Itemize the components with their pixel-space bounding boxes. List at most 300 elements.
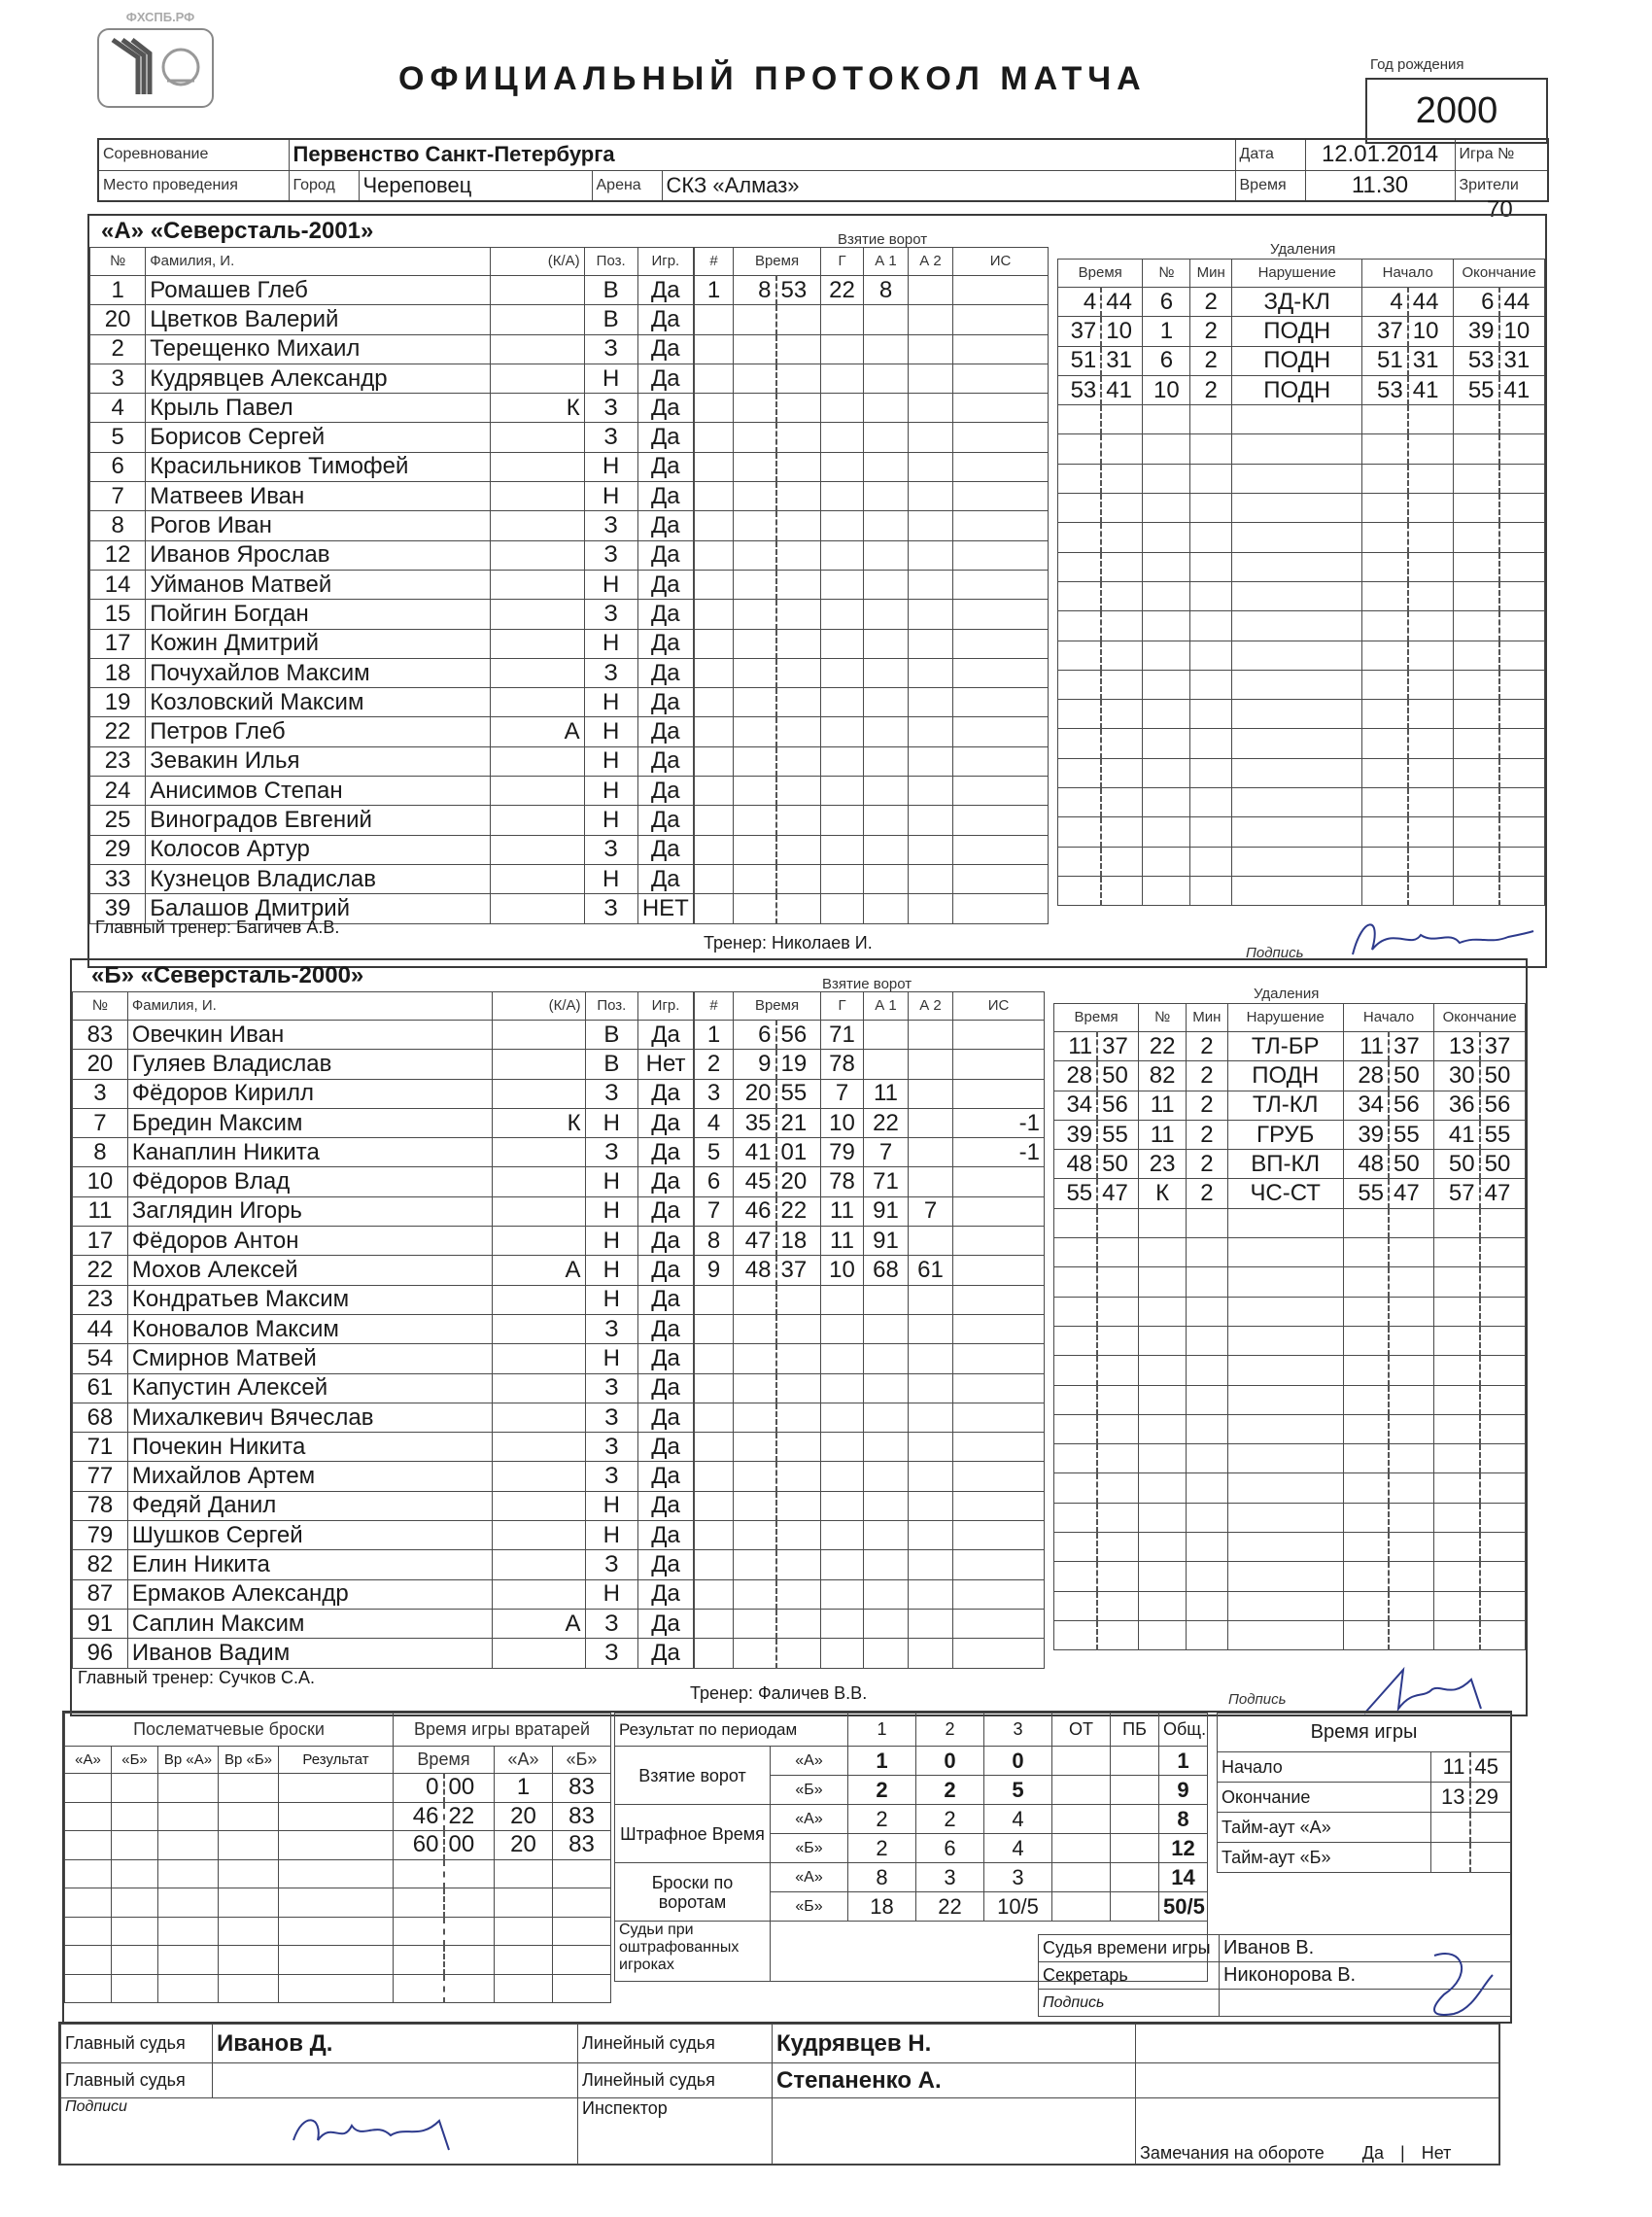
goal-row — [695, 1227, 1045, 1256]
goal-row — [695, 1167, 1045, 1196]
goal-minute — [734, 835, 776, 864]
penalty-minutes — [1190, 434, 1232, 464]
penalty-end-second: 50 — [1480, 1061, 1526, 1091]
goal-second — [776, 1550, 821, 1579]
player-number: 68 — [73, 1403, 128, 1432]
period-p2: 22 — [916, 1892, 984, 1922]
shootout-cell — [112, 1859, 158, 1888]
player-name: Анисимов Степан — [146, 777, 491, 806]
period-p3: 4 — [984, 1834, 1052, 1863]
game-time-label: Тайм-аут «А» — [1218, 1813, 1431, 1843]
player-number: 24 — [90, 777, 146, 806]
penalty-minutes — [1190, 670, 1232, 699]
player-number: 96 — [73, 1639, 128, 1668]
penalty-minute — [1058, 670, 1102, 699]
player-number: 12 — [90, 540, 146, 570]
goal-index — [695, 364, 734, 393]
goal-index: 8 — [695, 1227, 734, 1256]
goal-strength — [953, 894, 1049, 923]
goal-assist-1 — [864, 717, 909, 746]
period-total: 50/5 — [1159, 1892, 1208, 1922]
player-captain-mark — [493, 1462, 586, 1491]
goal-assist-2 — [909, 746, 953, 776]
penalty-end-minute: 55 — [1454, 375, 1499, 404]
penalty-start-minute — [1343, 1297, 1389, 1326]
penalty-minute — [1054, 1297, 1098, 1326]
game-time-row — [1218, 1752, 1511, 1783]
goalie-second — [444, 1888, 495, 1918]
col-pen-time: Время — [1058, 260, 1143, 288]
match-info-table — [97, 138, 1549, 202]
goal-index — [695, 423, 734, 452]
game-time-table — [1217, 1713, 1511, 1873]
period-p3: 10/5 — [984, 1892, 1052, 1922]
period-pb — [1111, 1892, 1159, 1922]
goal-assist-2 — [909, 658, 953, 687]
goal-index — [695, 777, 734, 806]
player-number: 79 — [73, 1521, 128, 1550]
goal-second: 19 — [776, 1050, 821, 1079]
penalty-minute — [1058, 817, 1102, 847]
player-name: Михайлов Артем — [127, 1462, 492, 1491]
penalty-row — [1054, 1562, 1526, 1591]
goal-minute — [734, 894, 776, 923]
penalty-row — [1058, 346, 1545, 375]
penalty-infraction — [1232, 876, 1362, 905]
goal-assist-1 — [864, 1639, 909, 1668]
penalty-start-minute — [1362, 729, 1408, 758]
penalty-end-minute — [1454, 552, 1499, 581]
goal-minute — [734, 482, 776, 511]
penalty-end-minute — [1454, 670, 1499, 699]
player-captain-mark — [493, 1196, 586, 1226]
goal-row — [695, 1433, 1045, 1462]
penalty-minutes — [1190, 729, 1232, 758]
shootout-cell — [219, 1946, 279, 1975]
player-name: Фёдоров Влад — [127, 1167, 492, 1196]
player-played: Да — [638, 1227, 694, 1256]
player-played: Да — [637, 864, 693, 893]
player-captain-mark — [493, 1639, 586, 1668]
penalty-start-minute — [1362, 552, 1408, 581]
goal-minute — [734, 1521, 776, 1550]
penalty-end-minute — [1454, 758, 1499, 787]
penalty-minute: 11 — [1054, 1032, 1098, 1061]
goal-assist-2 — [909, 1491, 953, 1520]
player-position: З — [585, 1373, 638, 1403]
player-row — [73, 1285, 694, 1314]
player-number: 39 — [90, 894, 146, 923]
player-position: В — [584, 305, 637, 334]
goal-assist-1: 68 — [864, 1256, 909, 1285]
penalty-row — [1054, 1208, 1526, 1237]
goal-assist-2 — [909, 1285, 953, 1314]
col-name: Фамилия, И. — [146, 248, 491, 276]
penalty-minute: 34 — [1054, 1091, 1098, 1120]
goalie-title: Время игры вратарей — [394, 1714, 611, 1747]
goal-strength — [953, 1256, 1045, 1285]
penalty-end-minute — [1434, 1620, 1480, 1649]
shootout-cell — [279, 1974, 394, 2003]
goal-minute — [734, 777, 776, 806]
goal-index — [695, 1550, 734, 1579]
goal-strength — [953, 629, 1049, 658]
goal-assist-2 — [909, 305, 953, 334]
penalty-infraction: ГРУБ — [1227, 1120, 1343, 1149]
goal-scorer — [821, 864, 864, 893]
shootout-table — [64, 1713, 394, 2003]
goal-index — [695, 1433, 734, 1462]
penalty-start-second — [1408, 611, 1454, 641]
penalty-infraction: ЧС-СТ — [1227, 1179, 1343, 1208]
game-time-minute — [1431, 1813, 1470, 1843]
goal-index — [695, 1521, 734, 1550]
goal-second: 55 — [776, 1079, 821, 1108]
team-b-penalties-table — [1053, 1003, 1526, 1650]
goal-assist-1 — [864, 452, 909, 481]
team-a-goals-title: Взятие ворот — [838, 231, 928, 248]
penalty-player — [1143, 494, 1190, 523]
player-played: Да — [638, 1138, 694, 1167]
penalty-minute: 4 — [1058, 288, 1102, 317]
period-p3: 3 — [984, 1863, 1052, 1892]
penalty-second — [1101, 670, 1143, 699]
penalty-minutes: 2 — [1187, 1091, 1228, 1120]
player-number: 2 — [90, 334, 146, 364]
goal-row — [695, 364, 1049, 393]
penalty-minutes — [1187, 1356, 1228, 1385]
goal-strength — [953, 1079, 1045, 1108]
goal-row — [695, 1403, 1045, 1432]
goalie-row — [394, 1946, 611, 1975]
penalty-second — [1097, 1444, 1139, 1473]
goal-row — [695, 570, 1049, 599]
goal-minute — [734, 1462, 776, 1491]
period-col: 1 — [848, 1714, 916, 1747]
col-pen-end: Окончание — [1434, 1004, 1526, 1032]
player-number: 20 — [90, 305, 146, 334]
shootout-cell — [65, 1774, 112, 1803]
player-name: Кудрявцев Александр — [146, 364, 491, 393]
game-time-second: 29 — [1470, 1783, 1511, 1813]
period-p2: 6 — [916, 1834, 984, 1863]
penalty-second — [1101, 464, 1143, 493]
col-goal-idx: # — [695, 248, 734, 276]
goal-assist-2: 7 — [909, 1196, 953, 1226]
penalty-start-minute — [1343, 1591, 1389, 1620]
shootout-cell — [279, 1831, 394, 1860]
time-label: Время — [1235, 170, 1305, 201]
goal-index — [695, 1314, 734, 1343]
player-played: Да — [638, 1462, 694, 1491]
penalty-end-minute: 57 — [1434, 1179, 1480, 1208]
penalty-infraction: ТЛ-КЛ — [1227, 1091, 1343, 1120]
goal-assist-1 — [864, 1433, 909, 1462]
player-played: Да — [638, 1579, 694, 1609]
player-name: Балашов Дмитрий — [146, 894, 491, 923]
secretary-label: Секретарь — [1039, 1962, 1220, 1990]
penalty-end-second — [1480, 1444, 1526, 1473]
penalty-second — [1101, 729, 1143, 758]
player-row — [73, 1079, 694, 1108]
penalty-player — [1143, 641, 1190, 670]
penalty-row — [1054, 1503, 1526, 1532]
venue-label: Место проведения — [98, 170, 289, 201]
goal-row — [695, 1285, 1045, 1314]
player-played: Да — [638, 1550, 694, 1579]
birth-year-label: Год рождения — [1370, 56, 1464, 73]
shootout-cell — [219, 1917, 279, 1946]
player-row — [90, 540, 694, 570]
player-captain-mark — [493, 1227, 586, 1256]
goal-row — [695, 1550, 1045, 1579]
goal-second — [776, 511, 821, 540]
goal-strength — [953, 1227, 1045, 1256]
goal-strength — [953, 746, 1049, 776]
city-value: Череповец — [359, 170, 592, 201]
penalty-row — [1058, 552, 1545, 581]
penalty-start-minute — [1362, 434, 1408, 464]
shootout-cell — [279, 1859, 394, 1888]
goal-assist-1 — [864, 364, 909, 393]
penalty-end-minute — [1454, 434, 1499, 464]
player-played: Да — [638, 1373, 694, 1403]
penalty-start-minute: 28 — [1343, 1061, 1389, 1091]
goal-scorer — [821, 1462, 864, 1491]
shootout-cell — [279, 1917, 394, 1946]
penalty-second — [1097, 1591, 1139, 1620]
player-played: Да — [637, 305, 693, 334]
goal-assist-2 — [909, 1167, 953, 1196]
penalty-minutes — [1187, 1297, 1228, 1326]
shootout-cell — [219, 1859, 279, 1888]
goalie-b — [553, 1859, 611, 1888]
game-time-second — [1470, 1843, 1511, 1873]
goal-row — [695, 1579, 1045, 1609]
team-b-title: «Б» «Северсталь-2000» — [91, 962, 364, 988]
goal-scorer — [821, 717, 864, 746]
penalty-end-minute — [1454, 729, 1499, 758]
penalty-start-minute: 48 — [1343, 1150, 1389, 1179]
goalie-second — [444, 1859, 495, 1888]
player-number: 25 — [90, 806, 146, 835]
penalty-end-second — [1499, 523, 1545, 552]
penalty-second — [1097, 1562, 1139, 1591]
player-played: Да — [638, 1609, 694, 1638]
goal-second — [776, 1462, 821, 1491]
goal-second — [776, 1285, 821, 1314]
goal-assist-1 — [864, 394, 909, 423]
goal-scorer — [821, 482, 864, 511]
goal-scorer — [821, 394, 864, 423]
inspector-value — [773, 2098, 1136, 2165]
period-ot — [1052, 1863, 1111, 1892]
player-number: 77 — [73, 1462, 128, 1491]
period-pb — [1111, 1776, 1159, 1805]
penalty-start-minute — [1362, 581, 1408, 610]
goalie-minute: 46 — [394, 1802, 444, 1831]
penalty-end-minute: 6 — [1454, 288, 1499, 317]
penalty-infraction — [1232, 700, 1362, 729]
penalty-start-second: 44 — [1408, 288, 1454, 317]
player-row — [73, 1609, 694, 1638]
penalty-end-minute — [1454, 611, 1499, 641]
goal-assist-1 — [864, 1314, 909, 1343]
penalty-start-minute — [1343, 1356, 1389, 1385]
player-number: 8 — [73, 1138, 128, 1167]
goal-second — [776, 1433, 821, 1462]
goal-strength — [953, 1344, 1045, 1373]
goal-assist-1: 91 — [864, 1196, 909, 1226]
goal-second — [776, 423, 821, 452]
shootout-cell — [158, 1802, 219, 1831]
player-position: Н — [584, 364, 637, 393]
shootout-col: Результат — [279, 1747, 394, 1774]
penalty-end-second — [1480, 1238, 1526, 1267]
game-time-row — [1218, 1843, 1511, 1873]
shootout-cell — [112, 1888, 158, 1918]
player-name: Гуляев Владислав — [127, 1050, 492, 1079]
penalty-player: 1 — [1143, 317, 1190, 346]
player-played: Да — [637, 688, 693, 717]
player-captain-mark: А — [493, 1609, 586, 1638]
penalty-second: 41 — [1101, 375, 1143, 404]
penalty-start-second — [1408, 876, 1454, 905]
player-played: Да — [638, 1433, 694, 1462]
goal-assist-1 — [864, 1050, 909, 1079]
penalty-player: 10 — [1143, 375, 1190, 404]
time-value: 11.30 — [1305, 170, 1455, 201]
goal-strength — [953, 1021, 1045, 1050]
period-p1: 1 — [848, 1747, 916, 1776]
player-row — [73, 1167, 694, 1196]
goal-index — [695, 540, 734, 570]
goal-second — [776, 1491, 821, 1520]
goal-strength — [953, 1550, 1045, 1579]
player-position: Н — [585, 1196, 638, 1226]
player-played: Да — [637, 394, 693, 423]
game-time-minute: 11 — [1431, 1752, 1470, 1783]
goal-minute — [734, 1639, 776, 1668]
period-ot — [1052, 1834, 1111, 1863]
team-a-penalties-title: Удаления — [1270, 241, 1336, 258]
goal-assist-1 — [864, 658, 909, 687]
player-name: Овечкин Иван — [127, 1021, 492, 1050]
player-position: З — [584, 600, 637, 629]
penalty-minutes — [1190, 788, 1232, 817]
player-played: Да — [637, 334, 693, 364]
goal-index: 4 — [695, 1108, 734, 1137]
player-captain-mark — [493, 1403, 586, 1432]
period-total: 12 — [1159, 1834, 1208, 1863]
period-ot — [1052, 1776, 1111, 1805]
arena-value: СКЗ «Алмаз» — [662, 170, 1235, 201]
player-captain-mark — [493, 1050, 586, 1079]
penalty-second: 47 — [1097, 1179, 1139, 1208]
goal-row — [695, 894, 1049, 923]
goalie-row — [394, 1974, 611, 2003]
chief-referee-label-1: Главный судья — [61, 2025, 213, 2063]
penalty-infraction — [1227, 1208, 1343, 1237]
penalty-start-minute — [1362, 758, 1408, 787]
goalie-b: 83 — [553, 1802, 611, 1831]
col-name: Фамилия, И. — [127, 992, 492, 1021]
col-pen-num: № — [1143, 260, 1190, 288]
goal-assist-1 — [864, 746, 909, 776]
penalty-start-minute — [1362, 464, 1408, 493]
goal-row — [695, 305, 1049, 334]
goal-assist-1 — [864, 864, 909, 893]
penalty-second — [1101, 552, 1143, 581]
penalty-end-minute: 39 — [1454, 317, 1499, 346]
goal-scorer: 71 — [821, 1021, 864, 1050]
penalty-row — [1058, 641, 1545, 670]
penalty-second: 50 — [1097, 1150, 1139, 1179]
player-position: Н — [584, 629, 637, 658]
player-number: 83 — [73, 1021, 128, 1050]
player-captain-mark — [491, 806, 584, 835]
penalty-infraction — [1227, 1356, 1343, 1385]
penalty-second: 56 — [1097, 1091, 1139, 1120]
goal-row — [695, 864, 1049, 893]
penalty-second — [1097, 1414, 1139, 1443]
penalty-end-second — [1499, 847, 1545, 876]
penalty-end-minute — [1434, 1297, 1480, 1326]
player-captain-mark: А — [491, 717, 584, 746]
penalty-second: 37 — [1097, 1032, 1139, 1061]
goal-assist-2 — [909, 835, 953, 864]
goal-scorer — [821, 894, 864, 923]
player-name: Михалкевич Вячеслав — [127, 1403, 492, 1432]
col-goal-g: Г — [821, 992, 864, 1021]
shootout-cell — [279, 1802, 394, 1831]
goal-row — [695, 629, 1049, 658]
goal-second — [776, 1373, 821, 1403]
player-row — [73, 1639, 694, 1668]
player-captain-mark — [493, 1373, 586, 1403]
goal-strength — [953, 717, 1049, 746]
goal-index — [695, 1491, 734, 1520]
goal-minute — [734, 746, 776, 776]
penalty-start-second — [1408, 729, 1454, 758]
period-row — [615, 1805, 1208, 1834]
period-p3: 0 — [984, 1747, 1052, 1776]
player-number: 61 — [73, 1373, 128, 1403]
player-row — [90, 423, 694, 452]
penalty-player: К — [1139, 1179, 1187, 1208]
player-position: З — [584, 540, 637, 570]
goal-index — [695, 334, 734, 364]
penalty-start-second — [1408, 494, 1454, 523]
goal-strength — [953, 540, 1049, 570]
goal-row — [695, 1344, 1045, 1373]
shootout-cell — [112, 1831, 158, 1860]
player-number: 22 — [73, 1256, 128, 1285]
player-number: 10 — [73, 1167, 128, 1196]
goal-scorer — [821, 1521, 864, 1550]
penalty-minutes: 2 — [1187, 1120, 1228, 1149]
player-name: Красильников Тимофей — [146, 452, 491, 481]
player-captain-mark — [493, 1550, 586, 1579]
goal-assist-2 — [909, 629, 953, 658]
penalty-minutes: 2 — [1190, 288, 1232, 317]
penalty-second — [1097, 1356, 1139, 1385]
penalty-player — [1143, 405, 1190, 434]
player-played: Да — [638, 1079, 694, 1108]
player-name: Ромашев Глеб — [146, 276, 491, 305]
player-row — [90, 806, 694, 835]
goalie-a: 20 — [495, 1831, 553, 1860]
